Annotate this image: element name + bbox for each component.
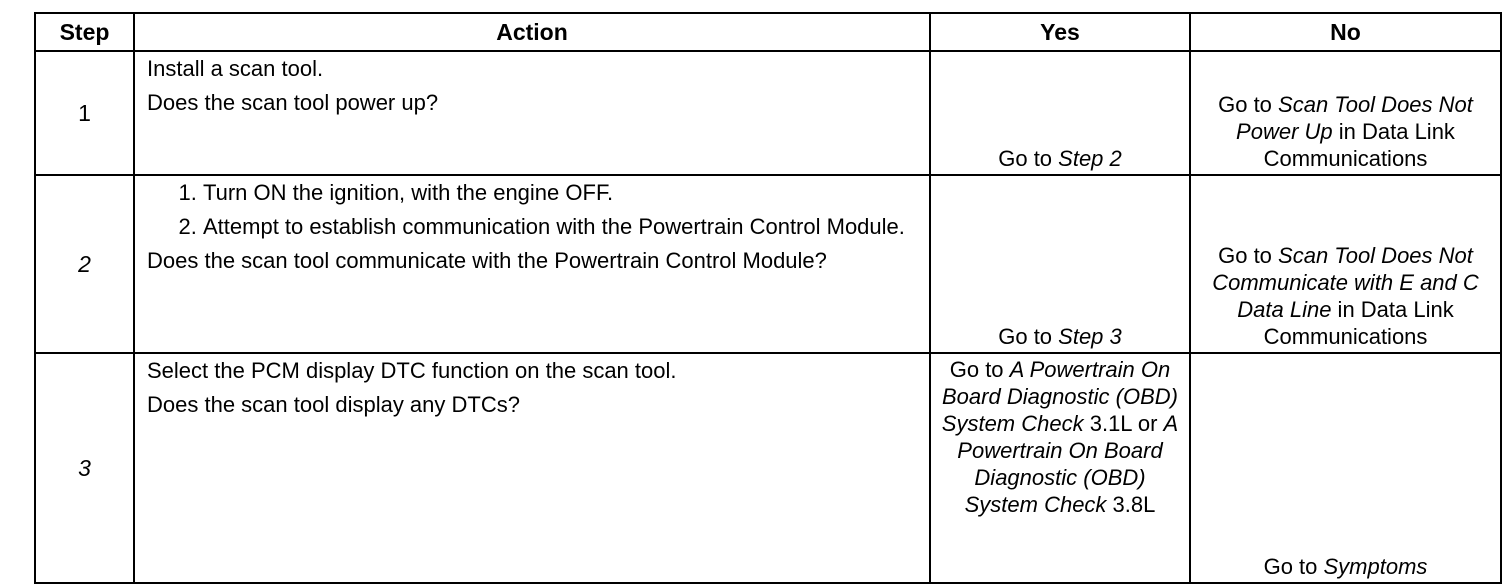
- yes-reference-link-31l[interactable]: A Powertrain On Board Diagnostic (OBD) System Check: [941, 357, 1178, 436]
- step-cell: [35, 51, 134, 175]
- no-cell: [1190, 175, 1501, 353]
- header-no: No: [1190, 13, 1501, 51]
- action-line: Select the PCM display DTC function on the scan tool.: [147, 358, 677, 383]
- yes-text: Go to: [998, 146, 1059, 171]
- yes-text-suffix: 3.8L: [1106, 492, 1156, 517]
- table-row: [35, 353, 1501, 583]
- yes-text-middle: 3.1L or: [1083, 411, 1164, 436]
- yes-reference-link[interactable]: Step 3: [1058, 324, 1122, 349]
- table-row: [35, 51, 1501, 175]
- header-action: Action: [134, 13, 930, 51]
- no-text: Go to: [1218, 243, 1279, 268]
- action-step: 2. Attempt to establish communication with the Powertrain Control Module.: [203, 214, 917, 240]
- table-row: [35, 175, 1501, 353]
- action-question: Does the scan tool communicate with the Powertrain Control Module?: [147, 248, 827, 273]
- yes-text: Go to: [949, 357, 1010, 382]
- action-cell: [134, 51, 930, 175]
- header-step: Step: [35, 13, 134, 51]
- no-reference-link[interactable]: Scan Tool Does Not Communicate with E and C Data Line: [1212, 243, 1479, 322]
- no-reference-link[interactable]: Symptoms: [1323, 554, 1428, 579]
- yes-text: Go to: [998, 324, 1059, 349]
- yes-cell: [930, 353, 1190, 583]
- no-reference-link[interactable]: Scan Tool Does Not Power Up: [1236, 92, 1473, 144]
- action-cell: [134, 175, 930, 353]
- header-yes: Yes: [930, 13, 1190, 51]
- action-question: Does the scan tool power up?: [147, 90, 439, 115]
- action-step: 1. Turn ON the ignition, with the engine OFF.: [203, 180, 917, 206]
- yes-cell: [930, 51, 1190, 175]
- diagnostic-table: [34, 12, 1502, 584]
- header-row: [35, 13, 1501, 51]
- action-line: Install a scan tool.: [147, 56, 324, 81]
- no-cell: [1190, 353, 1501, 583]
- step-number: 1: [78, 99, 91, 126]
- yes-reference-link-38l[interactable]: A Powertrain On Board Diagnostic (OBD) System Check: [957, 411, 1179, 517]
- no-text: Go to: [1218, 92, 1279, 117]
- step-number: 2: [78, 250, 91, 277]
- step-number: 3: [78, 454, 91, 481]
- no-text: Go to: [1263, 554, 1324, 579]
- action-steps-list: [147, 180, 917, 240]
- yes-reference-link[interactable]: Step 2: [1058, 146, 1122, 171]
- action-question: Does the scan tool display any DTCs?: [147, 392, 520, 417]
- no-cell: [1190, 51, 1501, 175]
- no-text-suffix: in Data Link Communications: [1263, 119, 1455, 171]
- step-cell: [35, 353, 134, 583]
- step-cell: [35, 175, 134, 353]
- action-cell: [134, 353, 930, 583]
- yes-cell: [930, 175, 1190, 353]
- no-text-suffix: in Data Link Communications: [1263, 297, 1454, 349]
